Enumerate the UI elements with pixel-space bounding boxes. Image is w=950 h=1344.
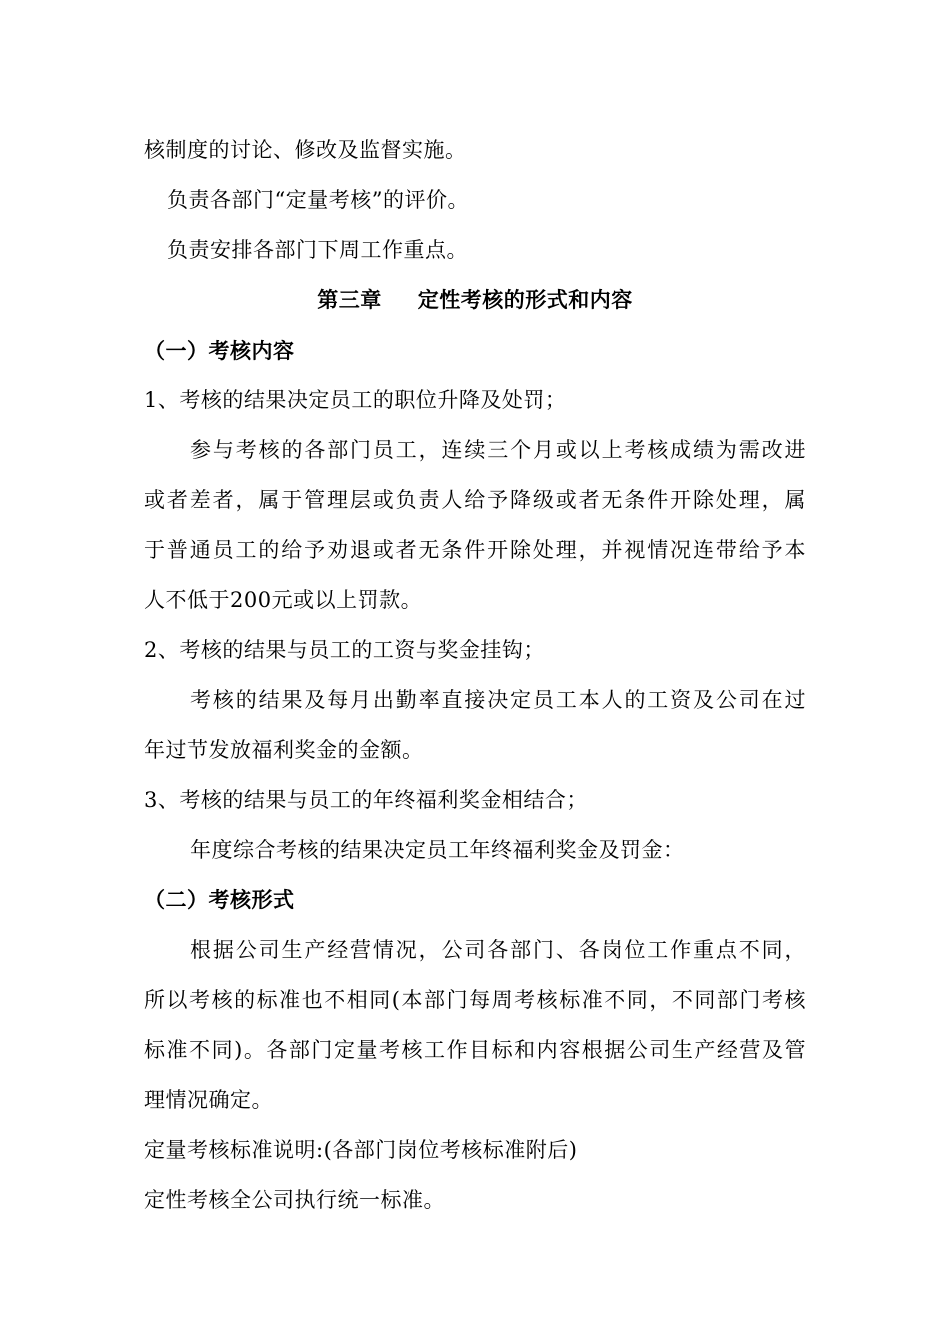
chapter-heading bbox=[0, 286, 950, 314]
paragraph-line: 年度综合考核的结果决定员工年终福利奖金及罚金： bbox=[190, 838, 685, 862]
paragraph-line: 考核的结果及每月出勤率直接决定员工本人的工资及公司在过 bbox=[190, 688, 806, 712]
paragraph-line: 参与考核的各部门员工，连续三个月或以上考核成绩为需改进 bbox=[190, 438, 806, 462]
paragraph-line: 理情况确定。 bbox=[144, 1088, 273, 1112]
chapter-number: 第三章 bbox=[317, 287, 382, 312]
list-item: 1、考核的结果决定员工的职位升降及处罚； bbox=[144, 388, 567, 412]
text-line: 核制度的讨论、修改及监督实施。 bbox=[144, 138, 467, 162]
paragraph-line: 年过节发放福利奖金的金额。 bbox=[144, 738, 424, 762]
text-line: 负责各部门“定量考核”的评价。 bbox=[167, 188, 469, 212]
chapter-title: 定性考核的形式和内容 bbox=[417, 287, 633, 312]
paragraph-line: 人不低于200元或以上罚款。 bbox=[144, 588, 423, 612]
section-heading: （二）考核形式 bbox=[144, 887, 295, 912]
paragraph-line: 所以考核的标准也不相同(本部门每周考核标准不同，不同部门考核 bbox=[144, 988, 806, 1012]
paragraph-line: 或者差者，属于管理层或负责人给予降级或者无条件开除处理，属 bbox=[144, 488, 806, 512]
text-line: 负责安排各部门下周工作重点。 bbox=[167, 238, 468, 262]
paragraph-line: 定量考核标准说明:(各部门岗位考核标准附后) bbox=[144, 1138, 578, 1162]
list-item: 3、考核的结果与员工的年终福利奖金相结合； bbox=[144, 788, 588, 812]
paragraph-line: 根据公司生产经营情况，公司各部门、各岗位工作重点不同， bbox=[190, 938, 806, 962]
list-item: 2、考核的结果与员工的工资与奖金挂钩； bbox=[144, 638, 545, 662]
paragraph-line: 标准不同)。各部门定量考核工作目标和内容根据公司生产经营及管 bbox=[144, 1038, 806, 1062]
paragraph-line: 定性考核全公司执行统一标准。 bbox=[144, 1188, 445, 1212]
section-heading: （一）考核内容 bbox=[144, 338, 295, 363]
paragraph-line: 于普通员工的给予劝退或者无条件开除处理，并视情况连带给予本 bbox=[144, 538, 806, 562]
